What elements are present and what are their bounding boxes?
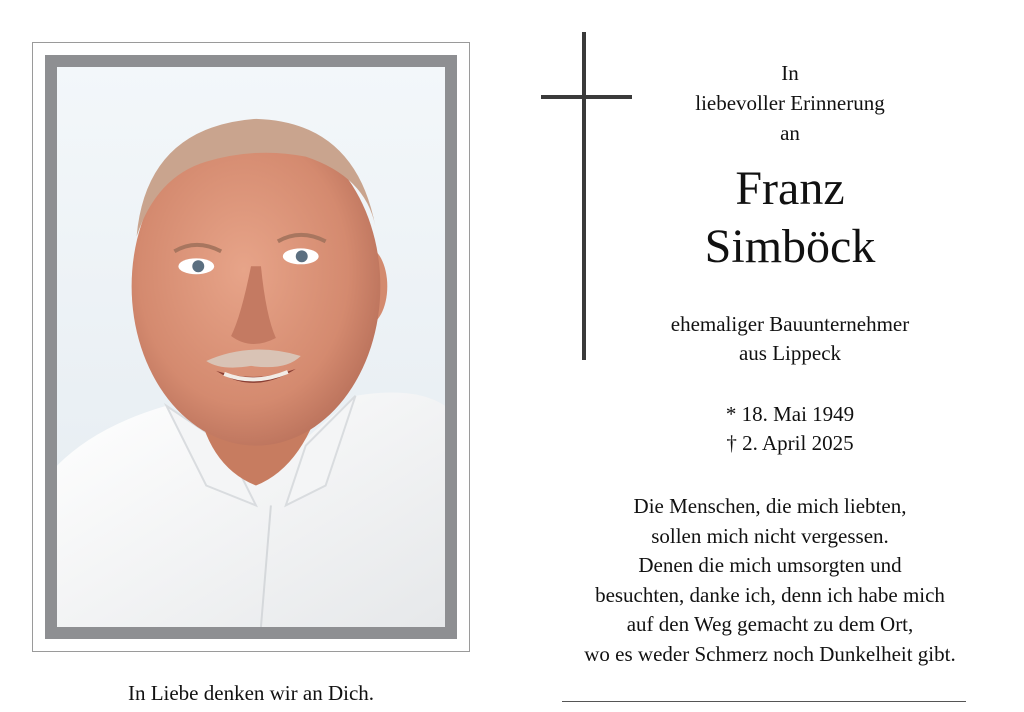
memorial-poem (520, 492, 1020, 669)
cross-icon-vertical-bar (582, 32, 586, 360)
poem-line: Denen die mich umsorgten und (638, 553, 902, 577)
poem-line: sollen mich nicht vergessen. (651, 523, 889, 548)
poem-line: auf den Weg gemacht zu dem Ort, (626, 612, 914, 636)
deceased-name (590, 160, 990, 276)
portrait-photo (57, 67, 445, 627)
life-dates (590, 400, 990, 458)
first-name: Franz (735, 162, 845, 215)
profession-line: aus Lippeck (738, 341, 842, 365)
poem-line: Die Menschen, die mich liebten, (633, 494, 907, 518)
death-date: † 2. April 2025 (726, 431, 854, 455)
birth-date: * 18. Mai 1949 (725, 402, 855, 426)
memorial-caption: In Liebe denken wir an Dich. (127, 681, 375, 705)
intro-line: an (780, 121, 800, 145)
profession-line: ehemaliger Bauunternehmer (670, 312, 910, 336)
intro-line: In (781, 61, 799, 85)
poem-line: wo es weder Schmerz noch Dunkelheit gibt. (584, 641, 956, 666)
photo-outer-border (32, 42, 470, 652)
intro-line: liebevoller Erinnerung (695, 91, 885, 115)
last-name: Simböck (704, 220, 876, 273)
bottom-divider (562, 701, 966, 702)
poem-line: besuchten, danke ich, denn ich habe mich (595, 582, 945, 607)
profession-text (590, 310, 990, 368)
intro-text (590, 58, 990, 148)
photo-frame (45, 55, 457, 639)
